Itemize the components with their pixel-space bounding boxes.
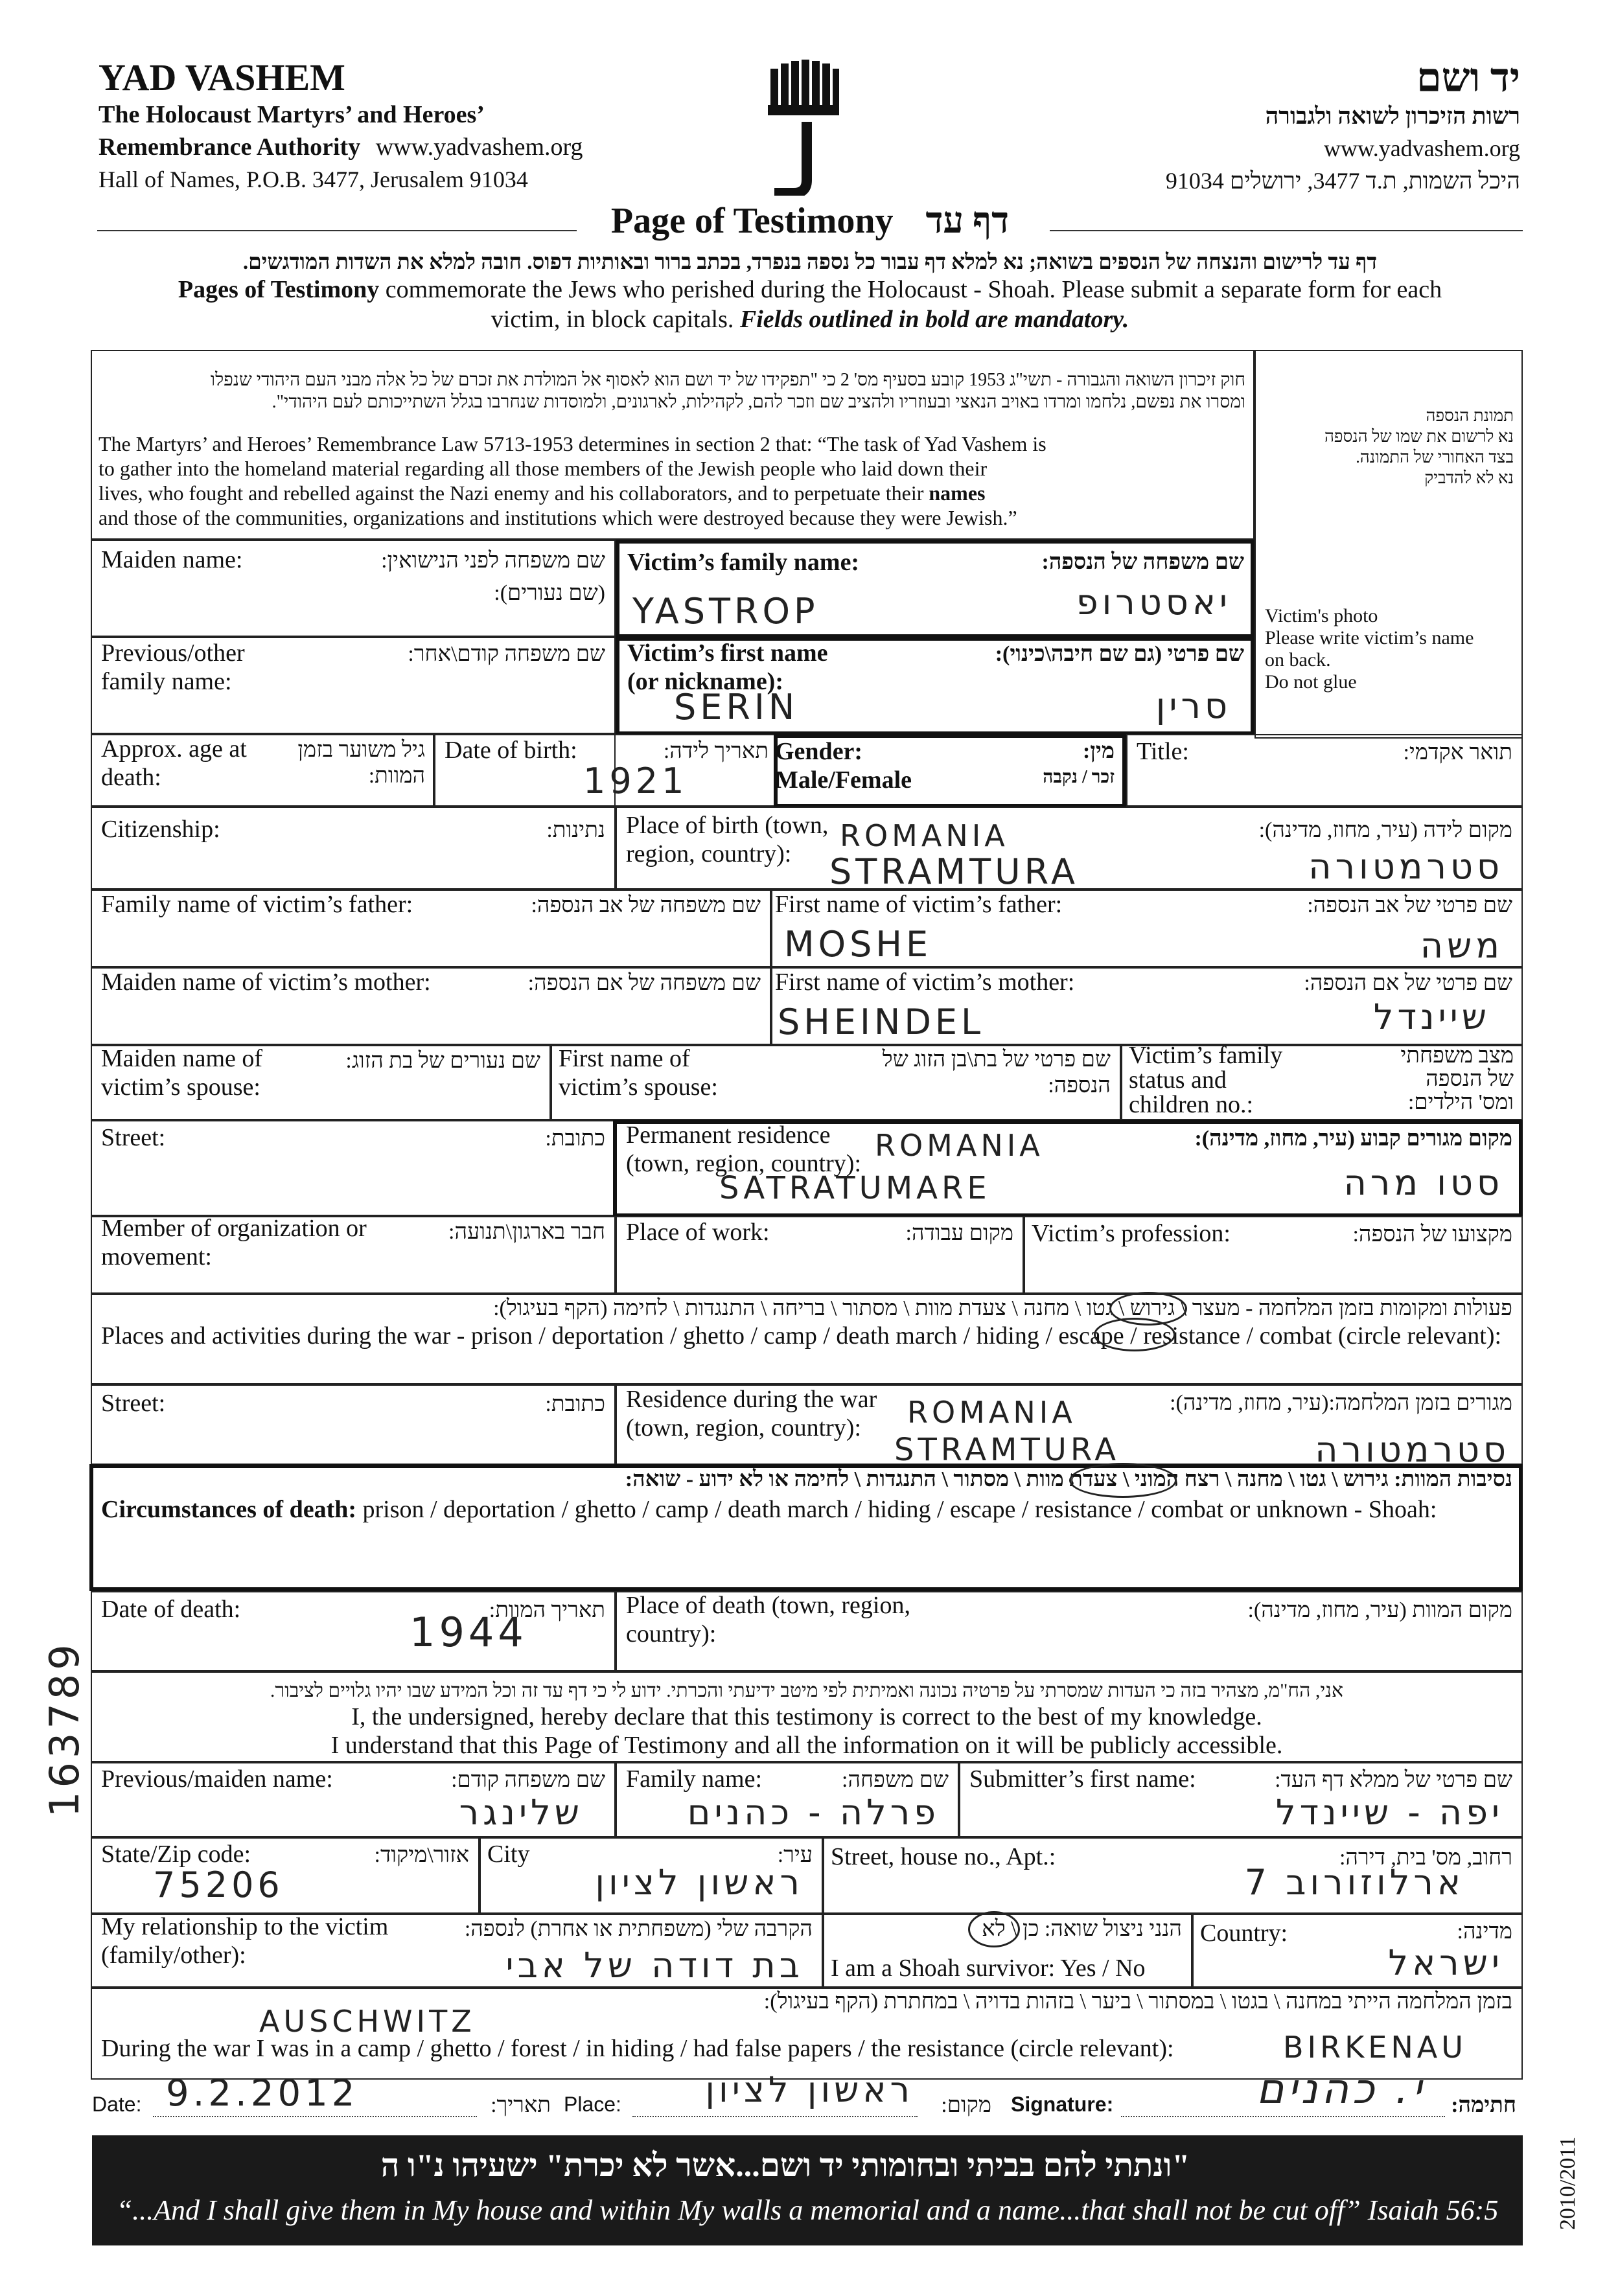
street-label: Street: (101, 1124, 166, 1151)
address-he: היכל השמות, ת.ד 3477, ירושלים 91034 (1165, 168, 1520, 194)
family-status-label-3: children no.: (1129, 1091, 1254, 1118)
war-res-value-he: סטרמטורה (1315, 1429, 1510, 1470)
spouse-maiden-label-2: victim’s spouse: (101, 1073, 260, 1101)
pob-value-2: STRAMTURA (829, 851, 1079, 892)
photo-en-4: Do not glue (1265, 671, 1357, 693)
submitter-country-value: ישראל (1388, 1942, 1503, 1983)
photo-he-2: נא לרשום את שמו של הנספה (1324, 427, 1514, 446)
submitter-prev-name-label-he: שם משפחה קודם: (451, 1768, 605, 1792)
gender-label-1: Gender: (775, 738, 863, 765)
war-res-label-he: מגורים בזמן המלחמה:(עיר, מחוז, מדינה): (1170, 1391, 1512, 1415)
circ-circle-mass-murder (1069, 1463, 1177, 1498)
website-he: www.yadvashem.org (1324, 135, 1520, 161)
intro-en-bold: Pages of Testimony (178, 276, 380, 303)
mother-first-label: First name of victim’s mother: (775, 969, 1075, 996)
declaration-en-1: I, the undersigned, hereby declare that this testimony is correct to the best of my knowledge. (351, 1703, 1262, 1730)
website-en: www.yadvashem.org (375, 133, 583, 161)
maiden-name-label-he-2: (שם נעורים): (494, 581, 605, 605)
spouse-first-label-he-2: הנספה: (1048, 1073, 1111, 1097)
intro-en-rest2: victim, in block capitals. (491, 306, 740, 333)
law-en-2: to gather into the homeland material regarding all those members of the Jewish people who laid down their (98, 457, 988, 480)
submitter-war-value-1: AUSCHWITZ (259, 2004, 476, 2039)
date-value: 9.2.2012 (166, 2072, 359, 2115)
prev-family-label-2: family name: (101, 668, 232, 695)
spouse-maiden-label-1: Maiden name of (101, 1045, 263, 1072)
title-rule-right (1050, 230, 1523, 231)
age-label-2: death: (101, 764, 161, 791)
gender-label-he (972, 739, 1115, 790)
place-label-he: מקום: (941, 2093, 991, 2117)
pob-value-1: ROMANIA (840, 818, 1009, 853)
submitter-rel-value: בת דודה של אבי (505, 1945, 804, 1986)
perm-res-value-he: סטו מרה (1343, 1162, 1503, 1203)
submitter-zip-label-he: אזור\מיקוד: (374, 1843, 469, 1867)
member-label (101, 1214, 367, 1271)
org-line1-en: The Holocaust Martyrs’ and Heroes’ (98, 101, 485, 128)
submitter-first-label-he: שם פרטי של ממלא דף העד: (1275, 1768, 1512, 1792)
pob-label (626, 811, 828, 868)
father-family-label-he: שם משפחה של אב הנספה: (531, 893, 761, 917)
dob-label-he: תאריך לידה: (663, 739, 769, 763)
submitter-city-label-he: עיר: (777, 1843, 813, 1867)
declaration-en-2: I understand that this Page of Testimony and all the information on it will be publicly accessible. (330, 1732, 1283, 1759)
circumstances-label-bold: Circumstances of death: (101, 1496, 357, 1523)
perm-res-label-he: מקום מגורים קבוע (עיר, מחוז, מדינה): (1194, 1127, 1512, 1151)
intro-en-rest1: commemorate the Jews who perished during the Holocaust - Shoah. Please submit a separate form for each (379, 276, 1442, 303)
photo-he-1: תמונת הנספה (1426, 406, 1514, 425)
title-label: Title: (1137, 738, 1189, 765)
family-status-label-he-2: של הנספה (1426, 1067, 1514, 1091)
law-en-3-bold: names (929, 481, 986, 505)
dod-label-he: תאריך המוות: (489, 1598, 605, 1622)
spouse-first-label (559, 1044, 718, 1101)
family-status-label-he (1380, 1044, 1514, 1114)
place-line (632, 2116, 918, 2117)
father-first-label: First name of victim’s father: (775, 891, 1063, 918)
side-number: 163789 (41, 1640, 88, 1817)
intro-en (97, 275, 1523, 334)
mother-maiden-label-he: שם משפחה של אם הנספה: (527, 971, 761, 995)
gender-label-he-1: מין: (1082, 739, 1115, 763)
photo-he-3: בצד האחורי של התמונה. (1356, 448, 1514, 466)
father-first-value-he: משה (1420, 925, 1503, 966)
submitter-survivor-label-he: הנני ניצול שואה: כן \ לא (982, 1917, 1182, 1941)
mother-first-label-he: שם פרטי של אם הנספה: (1304, 971, 1512, 995)
mother-first-value: SHEINDEL (778, 1002, 985, 1042)
age-label-1: Approx. age at (101, 735, 247, 763)
work-label-he: מקום עבודה: (905, 1221, 1013, 1245)
submitter-family-value: פרלה - כהנים (687, 1792, 940, 1833)
submitter-survivor-label: I am a Shoah survivor: Yes / No (831, 1955, 1146, 1982)
age-label-he-1: גיל משוער בזמן (297, 738, 425, 762)
photo-he (1261, 406, 1514, 488)
profession-label: Victim’s profession: (1032, 1220, 1231, 1247)
submitter-family-label: Family name: (626, 1765, 763, 1793)
perm-res-value-2: SATRATUMARE (719, 1170, 991, 1206)
submitter-zip-label: State/Zip code: (101, 1841, 251, 1868)
pod-label-2: country): (626, 1620, 717, 1647)
member-label-2: movement: (101, 1243, 212, 1270)
submitter-family-label-he: שם משפחה: (842, 1768, 949, 1792)
maiden-name-label-he: שם משפחה לפני הנישואין: (381, 549, 605, 573)
family-status-label-1: Victim’s family (1129, 1042, 1283, 1069)
war-res-label-1: Residence during the war (626, 1386, 877, 1413)
father-first-value: MOSHE (784, 924, 932, 965)
title-rule-left (97, 230, 577, 231)
street2-label-he: כתובת: (545, 1392, 605, 1416)
law-he-1: חוק זיכרון השואה והגבורה - תשי"ג 1953 קובע בסעיף מס' 2 כי "תפקידו של יד ושם הוא לאסוף אל המולדת את זכרם של כל אלה מבני העם היהודי שנפלו (210, 370, 1245, 390)
citizenship-label: Citizenship: (101, 816, 220, 843)
gender-label-he-2: זכר / נקבה (1043, 767, 1115, 787)
first-name-value: SERIN (674, 687, 799, 728)
member-label-1: Member of organization or (101, 1215, 367, 1242)
gender-label-2: Male/Female (775, 766, 912, 794)
perm-res-label-1: Permanent residence (626, 1121, 831, 1149)
first-name-label-1: Victim’s first name (627, 639, 828, 667)
signature-value: י. כהנים (1256, 2065, 1426, 2113)
spouse-maiden-label (101, 1044, 262, 1101)
banner-en: “...And I shall give them in My house and within My walls a memorial and a name...that shall not be cut off” Isaiah 56:5 (116, 2194, 1499, 2226)
family-name-value: YASTROP (632, 591, 819, 632)
org-line1-he: רשות הזיכרון לשואה ולגבורה (1265, 103, 1520, 129)
law-he-2: ומסרו את נפשם, נלחמו ומרדו באויב הנאצי ובעוזריו ולהציב שם וזכר להם, לקהילות, לארגונים, ולמוסדות שנחרבו בגלל השתייכותם לעם היהודי". (272, 392, 1245, 412)
perm-res-value-1: ROMANIA (875, 1128, 1044, 1163)
header-en (98, 57, 682, 196)
submitter-war-value-2: BIRKENAU (1283, 2030, 1467, 2065)
side-year: 2010/2011 (1556, 2136, 1580, 2231)
date-line (153, 2116, 477, 2117)
member-label-he: חבר בארגון\תנועה: (448, 1220, 605, 1244)
street2-label: Street: (101, 1390, 166, 1417)
banner-he: "ונתתי להם בביתי ובחומותי יד ושם...אשר לא יכרת" ישעיהו נ"ו ה (380, 2147, 1190, 2183)
family-status-label (1129, 1043, 1282, 1117)
law-en-1: The Martyrs’ and Heroes’ Remembrance Law 5713-1953 determines in section 2 that: “The task of Yad Vashem is (98, 432, 1046, 455)
circumstances-label-he: נסיבות המוות: גירוש \ גטו \ מחנה \ רצח המוני \ צעדת מוות \ מסתור \ התנגדות \ לחימה או לא ידוע - שואה: (625, 1467, 1512, 1491)
bottom-banner (92, 2135, 1523, 2245)
circumstances-label (101, 1495, 1437, 1524)
prev-family-label (101, 639, 245, 696)
place-value: ראשון לציון (705, 2069, 914, 2110)
family-name-label: Victim’s family name: (627, 549, 860, 576)
declaration-en (97, 1703, 1516, 1760)
page-title (583, 198, 1037, 244)
pod-label-1: Place of death (town, region, (626, 1592, 910, 1619)
submitter-war-label-he: בזמן המלחמה הייתי במחנה \ בגטו \ במסתור \ ביער \ בזהות בדויה \ במחתרת (הקף בעיגול): (763, 1990, 1512, 2014)
title-label-he: תואר אקדמי: (1403, 740, 1512, 764)
submitter-city-value: ראשון לציון (595, 1862, 804, 1903)
submitter-war-label: During the war I was in a camp / ghetto / forest / in hiding / had false papers / the resistance (circle relevant): (101, 2035, 1174, 2062)
citizenship-label-he: נתינות: (546, 818, 605, 842)
intro-en-italic: Fields outlined in bold are mandatory. (739, 306, 1129, 333)
submitter-country-label: Country: (1200, 1920, 1288, 1947)
submitter-prev-name-value: שלינגר (459, 1792, 583, 1833)
yad-vashem-logo (768, 60, 839, 196)
prev-family-label-1: Previous/other (101, 639, 245, 667)
photo-en-1: Victim's photo (1265, 605, 1378, 626)
first-name-label-he: שם פרטי (גם שם חיבה\כינוי): (995, 642, 1244, 666)
submitter-street-label: Street, house no., Apt.: (831, 1843, 1056, 1870)
org-name-en: YAD VASHEM (98, 56, 345, 98)
photo-he-4: נא לא להדביק (1424, 468, 1514, 487)
spouse-maiden-label-he: שם נעורים של בת הזוג: (345, 1049, 540, 1073)
address-en: Hall of Names, P.O.B. 3477, Jerusalem 91034 (98, 166, 528, 192)
age-label-he-2: המוות: (368, 764, 425, 788)
father-first-label-he: שם פרטי של אב הנספה: (1307, 893, 1512, 917)
first-name-value-he: סרין (1155, 685, 1231, 726)
law-en-3: lives, who fought and rebelled against the Nazi enemy and his collaborators, and to perpetuate their (98, 481, 924, 505)
circumstances-label-rest: prison / deportation / ghetto / camp / death march / hiding / escape / resistance / combat or unknown - Shoah: (356, 1496, 1437, 1523)
street-label-he: כתובת: (545, 1127, 605, 1151)
photo-en-2: Please write victim’s name (1265, 627, 1474, 649)
pob-value-he: סטרמטורה (1308, 846, 1503, 887)
profession-label-he: מקצועו של הנספה: (1352, 1223, 1512, 1246)
family-status-label-2: status and (1129, 1066, 1227, 1094)
header-he (1037, 57, 1520, 197)
family-status-label-he-3: ומס' הילדים: (1407, 1090, 1514, 1114)
spouse-first-label-he (816, 1047, 1111, 1099)
photo-en-3: on back. (1265, 649, 1331, 671)
spouse-first-label-he-1: שם פרטי של בת\בן הזוג של (882, 1048, 1111, 1072)
spouse-first-label-2: victim’s spouse: (559, 1073, 718, 1101)
age-label (101, 735, 247, 792)
dod-value: 1944 (410, 1609, 527, 1656)
mother-first-value-he: שיינדל (1373, 996, 1490, 1037)
prev-family-label-he: שם משפחה קודם\אחר: (408, 642, 605, 666)
pod-label (626, 1591, 910, 1648)
dob-label: Date of birth: (445, 737, 577, 764)
perm-res-label-2: (town, region, country): (626, 1150, 862, 1177)
family-status-label-he-1: מצב משפחתי (1400, 1044, 1514, 1068)
law-en-4: and those of the communities, organizations and institutions which were destroyed because they were Jewish.” (98, 506, 1017, 529)
place-label: Place: (564, 2093, 621, 2116)
war-res-value-2: STRAMTURA (894, 1432, 1120, 1468)
submitter-rel-label-he: הקרבה שלי (משפחתית או אחרת) לנספה: (464, 1917, 813, 1941)
pob-label-he: מקום לידה (עיר, מחוז, מדינה): (1258, 818, 1512, 842)
father-family-label: Family name of victim’s father: (101, 891, 413, 918)
title-en: Page of Testimony (610, 201, 894, 241)
submitter-prev-name-label: Previous/maiden name: (101, 1765, 333, 1793)
war-res-label (626, 1385, 877, 1442)
family-name-label-he: שם משפחה של הנספה: (1041, 550, 1244, 574)
mother-maiden-label: Maiden name of victim’s mother: (101, 969, 431, 996)
pod-label-he: מקום המוות (עיר, מחוז, מדינה): (1247, 1598, 1512, 1622)
submitter-rel-label-2: (family/other): (101, 1942, 246, 1969)
submitter-rel-label-1: My relationship to the victim (101, 1913, 389, 1940)
maiden-name-label: Maiden name: (101, 546, 243, 573)
war-res-label-2: (town, region, country): (626, 1414, 862, 1441)
war-res-value-1: ROMANIA (907, 1395, 1076, 1430)
places-label: Places and activities during the war - prison / deportation / ghetto / camp / death march / hiding / escape / resistance / combat (circle relevant): (101, 1322, 1502, 1349)
signature-label: Signature: (1011, 2093, 1114, 2116)
submitter-first-value: יפה - שיינדל (1275, 1792, 1503, 1833)
work-label: Place of work: (626, 1219, 770, 1246)
org-name-he: יד ושם (1416, 56, 1520, 100)
first-name-label-2: (or nickname): (627, 668, 783, 695)
org-line2-en: Remembrance Authority (98, 133, 361, 161)
dod-label: Date of death: (101, 1596, 241, 1623)
dob-value: 1921 (583, 761, 688, 801)
signature-line (1121, 2116, 1445, 2117)
family-name-value-he: יאסטרופ (1076, 582, 1231, 623)
gender-label (775, 737, 912, 794)
submitter-zip-value: 75206 (153, 1865, 284, 1905)
pob-label-1: Place of birth (town, (626, 812, 829, 839)
places-circle-escape (1094, 1318, 1175, 1351)
date-label: Date: (92, 2093, 142, 2116)
photo-en (1265, 605, 1518, 693)
declaration-he: אני, הח"מ, מצהיר בזה כי העדות שמסרתי על פרטיה נכונה ואמיתית לפי מיטב ידיעתי והכרתי. ידוע לי כי דף עד זה וכל המידע שבו יהיו גלויים לציבור. (270, 1680, 1344, 1701)
law-en (98, 431, 1249, 530)
spouse-first-label-1: First name of (559, 1045, 690, 1072)
submitter-first-label: Submitter’s first name: (969, 1765, 1196, 1793)
date-label-he: תאריך: (491, 2093, 551, 2117)
pob-label-2: region, country): (626, 840, 792, 867)
submitter-city-label: City (487, 1841, 530, 1868)
signature-label-he: חתימה: (1451, 2093, 1516, 2117)
age-label-he (259, 737, 425, 789)
submitter-country-label-he: מדינה: (1457, 1920, 1512, 1944)
survivor-circle-yes (968, 1911, 1020, 1947)
title-he: דף עד (925, 201, 1010, 241)
places-label-he: פעולות ומקומות בזמן המלחמה - מעצר \ גירוש \ גטו \ מחנה \ צעדת מוות \ מסתור \ בריחה \ התנגדות \ לחימה (הקף בעיגול): (493, 1296, 1512, 1320)
submitter-street-label-he: רחוב, מס' בית, דירה: (1339, 1846, 1512, 1870)
submitter-street-value: ארלוזורוב 7 (1244, 1862, 1464, 1903)
intro-he: דף עד לרישום והנצחה של הנספים בשואה; נא למלא דף עבור כל נספה בנפרד, בכתב ברור ובאותיות דפוס. חובה למלא את השדות המודגשים. (242, 251, 1378, 274)
